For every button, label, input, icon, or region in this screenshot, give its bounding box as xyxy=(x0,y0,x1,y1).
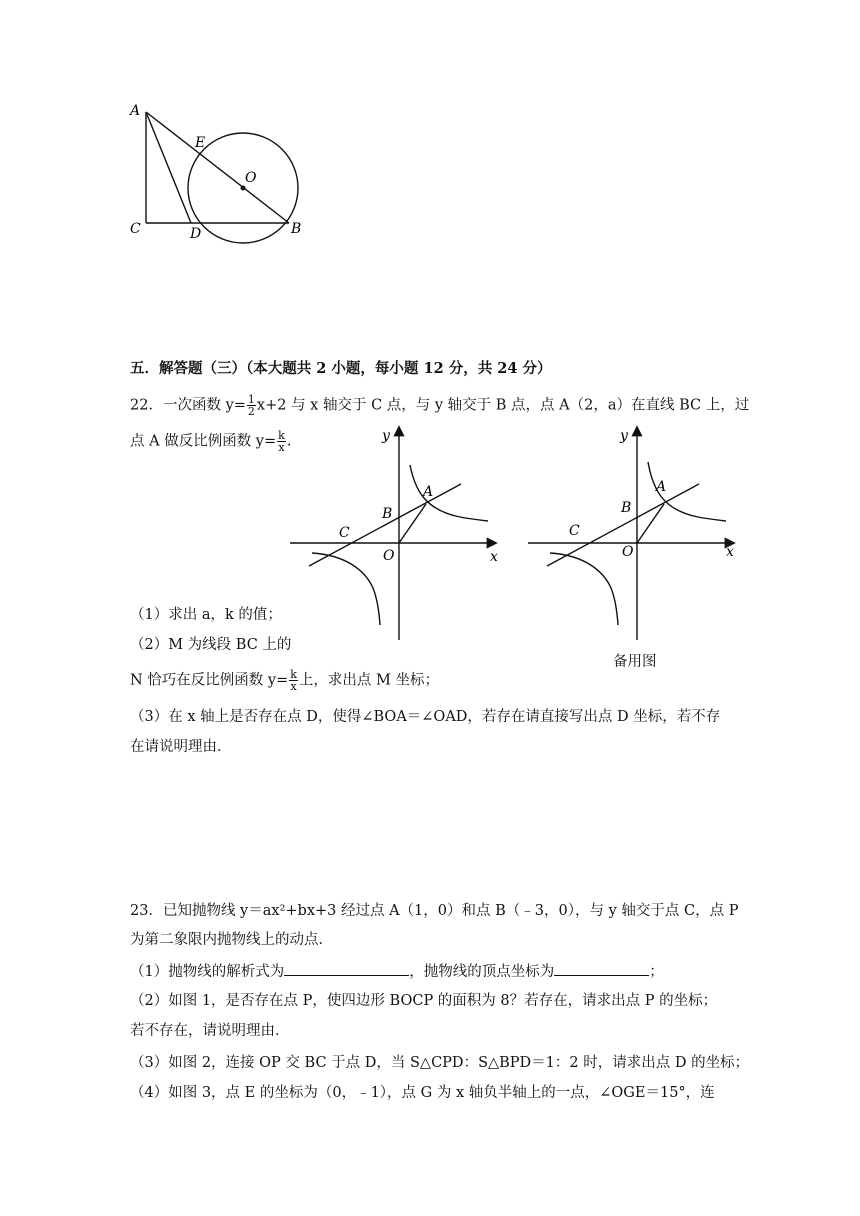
graph-label-x: x xyxy=(490,549,498,565)
graph-label-y: y xyxy=(382,428,390,444)
graph-label-c: C xyxy=(569,523,580,539)
fraction-one-half: $\frac{1}{2}$ xyxy=(247,393,255,418)
fraction-k-over-x: $\frac{k}{x}$ xyxy=(290,668,297,693)
graph-label-x: x xyxy=(726,544,734,560)
graph-label-o: O xyxy=(383,548,395,564)
label-a: A xyxy=(130,103,141,119)
q22-part1: （1）求出 a，k 的值； xyxy=(130,607,282,623)
hyperbola-q3 xyxy=(312,553,380,625)
q23-part1: （1）抛物线的解析式为 ，抛物线的顶点坐标为 ； xyxy=(130,961,664,982)
q23-line1: 23．已知抛物线 y＝ax²+bx+3 经过点 A（1，0）和点 B（﹣3，0），与 y 轴交于点 C，点 P xyxy=(130,903,739,919)
graph-label-y: y xyxy=(620,428,628,444)
segment-ab xyxy=(146,112,289,223)
graph-label-a: A xyxy=(656,479,667,495)
q22-part3-line1: （3）在 x 轴上是否存在点 D，使得∠BOA＝∠OAD，若存在请直接写出点 D 坐标，若不存 xyxy=(130,709,721,725)
spare-graph-caption: 备用图 xyxy=(613,654,657,670)
hyperbola-q3 xyxy=(550,553,618,625)
graph-label-o: O xyxy=(622,544,634,560)
label-e: E xyxy=(195,135,206,151)
answer-blank-expression[interactable] xyxy=(284,961,409,976)
label-b: B xyxy=(291,221,302,237)
hyperbola-q1 xyxy=(410,465,488,521)
fraction-k-over-x: $\frac{k}{x}$ xyxy=(278,429,285,454)
answer-blank-vertex[interactable] xyxy=(554,961,649,976)
q22-part2: （2）M 为线段 BC 上的 xyxy=(130,637,292,653)
q22-line2: 点 A 做反比例函数 y= $\frac{k}{x}$ . xyxy=(130,429,292,454)
q22-line1: 22．一次函数 y= $\frac{1}{2}$ x+2 与 x 轴交于 C 点，与 y 轴交于 B 点，点 A（2，a）在直线 BC 上，过 xyxy=(130,393,750,418)
graph-label-b: B xyxy=(621,500,632,516)
graph-label-c: C xyxy=(339,525,350,541)
q23-line2: 为第二象限内抛物线上的动点． xyxy=(130,932,333,948)
graph-label-a: A xyxy=(423,484,434,500)
q22-graph-spare xyxy=(523,420,748,645)
label-c: C xyxy=(130,221,141,237)
label-o: O xyxy=(245,170,257,186)
q23-part3: （3）如图 2，连接 OP 交 BC 于点 D，当 S△CPD：S△BPD＝1：2 时，请求出点 D 的坐标； xyxy=(130,1055,750,1071)
q22-part2-cont: N 恰巧在反比例函数 y= $\frac{k}{x}$ 上，求出点 M 坐标； xyxy=(130,668,439,693)
q23-part4: （4）如图 3，点 E 的坐标为（0，﹣1），点 G 为 x 轴负半轴上的一点，∠OGE＝15°，连 xyxy=(130,1085,715,1101)
graph-label-b: B xyxy=(382,506,393,522)
q23-part2-line1: （2）如图 1，是否存在点 P，使四边形 BOCP 的面积为 8？若存在，请求出点 P 的坐标； xyxy=(130,993,718,1009)
q22-part3-line2: 在请说明理由． xyxy=(130,739,232,755)
triangle-circle-figure xyxy=(120,95,320,255)
q23-part2-line2: 若不存在，请说明理由． xyxy=(130,1023,290,1039)
label-d: D xyxy=(190,226,202,242)
q22-graph-main xyxy=(285,420,510,645)
section-heading: 五．解答题（三）（本大题共 2 小题，每小题 12 分，共 24 分） xyxy=(130,360,552,377)
center-point-o xyxy=(241,186,246,191)
